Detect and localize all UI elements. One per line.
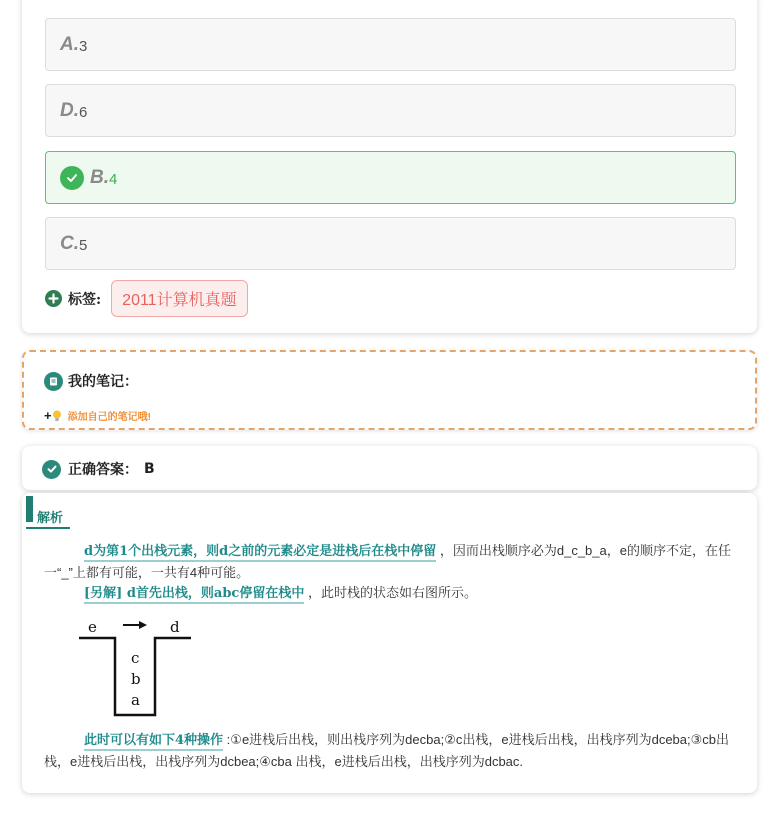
analysis-badge <box>26 496 70 528</box>
highlight-text: 此时可以有如下4种操作 <box>84 733 223 751</box>
stack-figure <box>75 613 196 723</box>
figure-stack-c: c <box>131 649 140 667</box>
check-circle-icon <box>42 460 61 479</box>
option-b-correct[interactable] <box>45 151 736 204</box>
analysis-paragraph-1 <box>44 540 734 583</box>
option-value: 3 <box>79 38 88 55</box>
badge-underline <box>26 527 70 529</box>
note-title: 我的笔记： <box>68 374 138 390</box>
lightbulb-icon <box>52 410 62 422</box>
tag-row <box>45 280 248 317</box>
badge-text: 解析 <box>37 511 64 526</box>
figure-stack-a: a <box>131 691 140 709</box>
option-letter: B. <box>90 166 109 188</box>
tag-label: 标签: <box>68 291 102 308</box>
option-value: 5 <box>79 237 88 254</box>
add-note-button[interactable] <box>44 408 151 423</box>
tag-pill[interactable]: 2011计算机真题 <box>111 280 247 317</box>
option-letter: A. <box>60 33 79 55</box>
option-value: 4 <box>109 171 118 188</box>
options-card <box>22 0 757 333</box>
note-title-row <box>44 371 138 391</box>
note-icon <box>44 372 63 391</box>
figure-label-d: d <box>170 618 180 636</box>
body-text: ，因而出栈顺序必为d_c_b_a，e的顺序不定，在任一“_”上都有可能，一共有4种可能。 <box>44 543 731 580</box>
check-circle-icon <box>60 166 84 190</box>
option-letter: D. <box>60 99 79 121</box>
highlight-text: d为第1个出栈元素，则d之前的元素必定是进栈后在栈中停留 <box>84 544 436 562</box>
figure-stack-b: b <box>131 670 141 688</box>
answer-label: 正确答案： <box>68 462 138 478</box>
option-d[interactable] <box>45 84 736 137</box>
analysis-card <box>22 493 757 793</box>
answer-value: B <box>144 461 155 477</box>
figure-label-e: e <box>88 618 97 636</box>
answer-card <box>22 446 757 490</box>
analysis-paragraph-3 <box>44 729 734 772</box>
option-c[interactable] <box>45 217 736 270</box>
badge-bar <box>26 496 33 522</box>
highlight-text: [另解] d首先出栈，则abc停留在栈中 <box>84 586 304 604</box>
option-value: 6 <box>79 104 88 121</box>
option-letter: C. <box>60 232 79 254</box>
option-a[interactable] <box>45 18 736 71</box>
body-text: :①e进栈后出栈，则出栈序列为decba;②c出栈，e进栈后出栈，出栈序列为dceba;③cb出栈，e进栈后出栈，出栈序列为dcbea;④cba 出栈，e进栈后出栈，出栈序列为dcbac. <box>44 732 730 769</box>
plus-icon: + <box>44 408 52 423</box>
add-note-label: 添加自己的笔记哦! <box>67 412 151 423</box>
plus-circle-icon[interactable] <box>45 290 62 307</box>
answer-row <box>42 459 155 479</box>
notes-card <box>22 350 757 430</box>
body-text: ，此时栈的状态如右图所示。 <box>307 585 477 600</box>
analysis-paragraph-2 <box>44 582 734 604</box>
